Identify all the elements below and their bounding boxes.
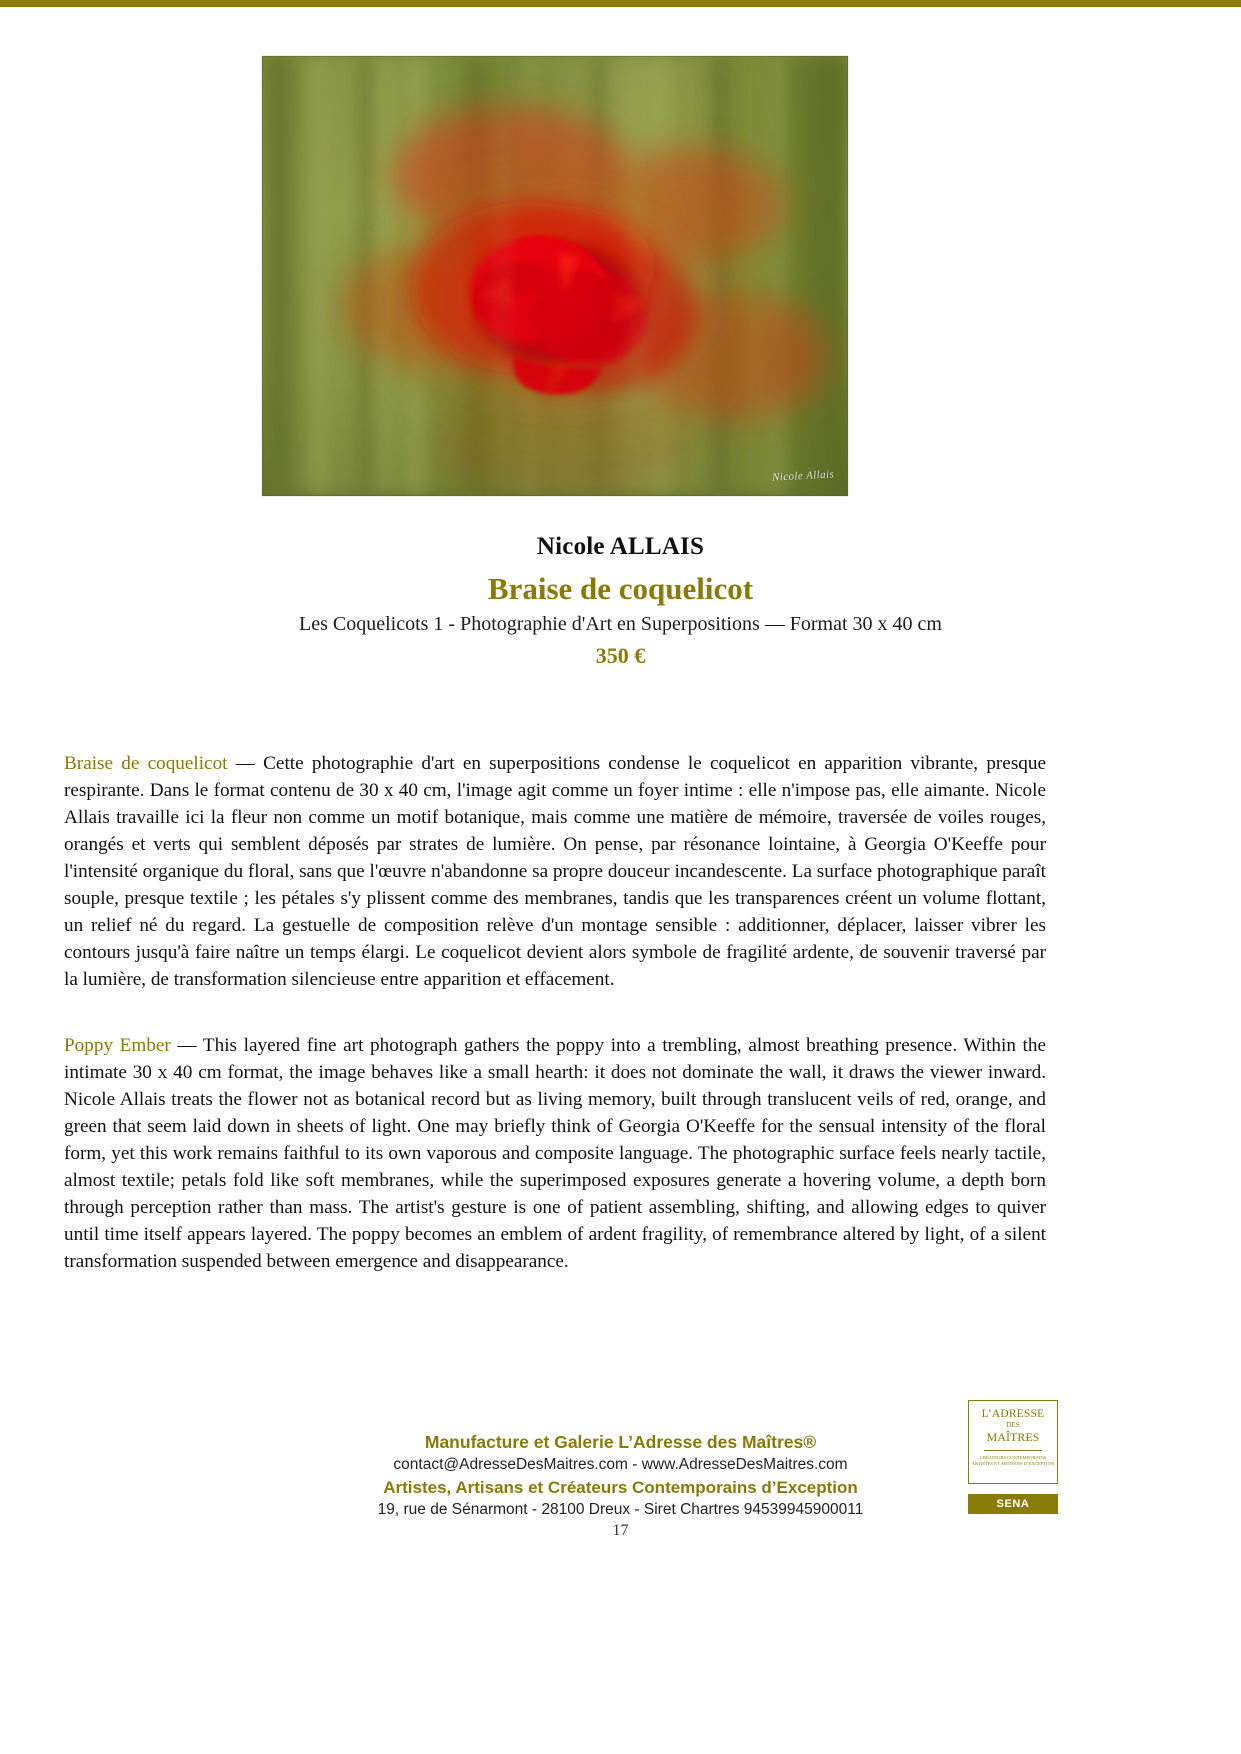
paragraph-lead-fr: Braise de coquelicot (64, 753, 228, 775)
artwork-figure (262, 56, 848, 496)
artwork-subtitle: Les Coquelicots 1 - Photographie d'Art en Superpositions — Format 30 x 40 cm (299, 613, 942, 635)
description-paragraph-fr (64, 750, 1046, 993)
artwork-image (262, 56, 848, 496)
logo-line-4: CRÉATEURS CONTEMPORAINS ARTISTES ET ARTISANS D’EXCEPTION (971, 1455, 1055, 1466)
artwork-signature: Nicole Allais (771, 468, 835, 484)
footer-company-name: Manufacture et Galerie L’Adresse des Maîtres® (424, 1432, 817, 1452)
top-accent-bar (0, 0, 1241, 7)
footer-contact: contact@AdresseDesMaitres.com - www.AdresseDesMaitres.com (393, 1456, 848, 1473)
logo-line-2: DES (1006, 1421, 1020, 1429)
artist-name: Nicole ALLAIS (536, 533, 705, 560)
page-number: 17 (612, 1522, 629, 1539)
footer-tagline: Artistes, Artisans et Créateurs Contemporains d’Exception (383, 1478, 858, 1497)
logo-line-3: MAÎTRES (986, 1430, 1040, 1444)
footer-address: 19, rue de Sénarmont - 28100 Dreux - Siret Chartres 94539945900011 (377, 1501, 864, 1518)
artwork-price: 350 € (595, 643, 646, 668)
description-paragraph-en (64, 1032, 1046, 1275)
paragraph-lead-en: Poppy Ember (64, 1035, 171, 1057)
paragraph-body-fr: — Cette photographie d'art en superpositions condense le coquelicot en apparition vibrante, presque respirante. Dans le format contenu de 30 x 40 cm, l'image agit comme un foyer intime : elle n'impose pas, elle aimante. Nicole Allais travaille ici la fleur non comme un motif botanique, mais comme une matière de mémoire, traversée de voiles rouges, orangés et verts qui semblent déposés par strates de lumière. On pense, par résonance lointaine, à Georgia O'Keeffe pour l'intensité organique du floral, sans que l'œuvre n'abandonne sa propre douceur incandescente. La surface photographique paraît souple, presque textile ; les pétales s'y plissent comme des membranes, tandis que les transparences créent un volume flottant, un relief né du regard. La gestuelle de composition relève d'un montage sensible : additionner, déplacer, laisser vibrer les contours jusqu'à faire naître un temps élargi. Le coquelicot devient alors symbole de fragilité ardente, de souvenir traversé par la lumière, de transformation silencieuse entre apparition et effacement. (64, 753, 1046, 991)
artwork-title: Braise de coquelicot (487, 571, 754, 606)
logo-line-1: L’ADRESSE (981, 1408, 1045, 1420)
paragraph-body-en: — This layered fine art photograph gathers the poppy into a trembling, almost breathing presence. Within the intimate 30 x 40 cm format, the image behaves like a small hearth: it does not dominate the wall, it draws the viewer inward. Nicole Allais treats the flower not as botanical record but as living memory, built through translucent veils of red, orange, and green that seem laid down in sheets of light. One may briefly think of Georgia O'Keeffe for the sensual intensity of the floral form, yet this work remains faithful to its own vaporous and composite language. The photographic surface feels nearly tactile, almost textile; petals fold like soft membranes, while the superimposed exposures generate a hovering volume, a depth born through perception rather than mass. The artist's gesture is one of patient assembling, shifting, and allowing edges to quiver until time itself appears layered. The poppy becomes an emblem of ardent fragility, of remembrance altered by light, of a silent transformation suspended between emergence and disappearance. (64, 1035, 1046, 1273)
sena-badge: SENA (968, 1494, 1058, 1514)
